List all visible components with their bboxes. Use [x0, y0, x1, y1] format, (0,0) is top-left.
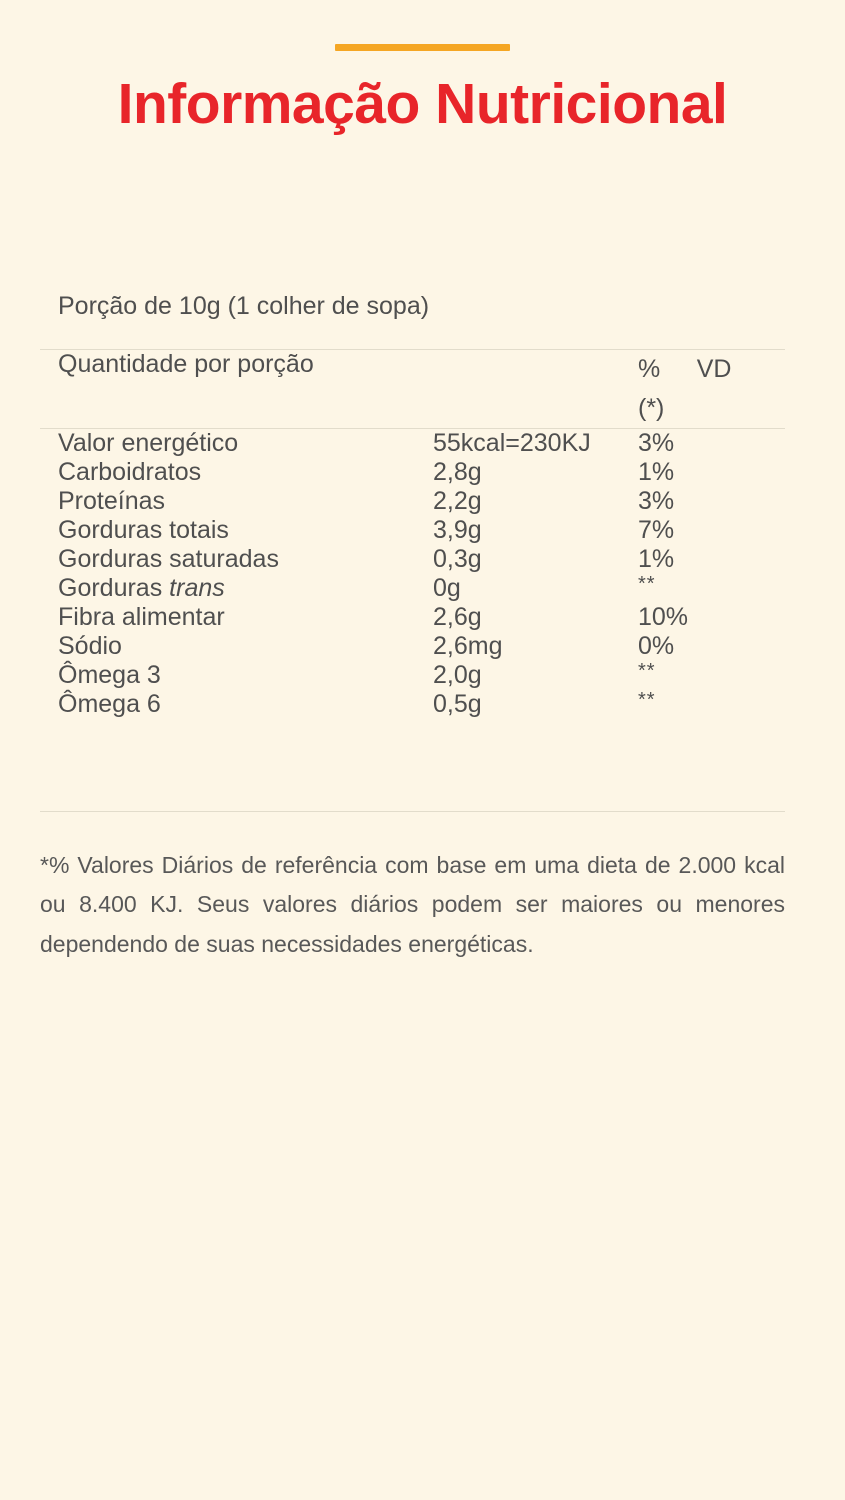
row-label: Gorduras totais — [58, 515, 229, 544]
row-value: 55kcal=230KJ — [433, 428, 591, 457]
row-daily-value-stars: ** — [638, 659, 656, 682]
row-daily-value: 1% — [638, 544, 675, 573]
footnote — [40, 812, 785, 965]
footnote-text: *% Valores Diários de referência com base em uma dieta de 2.000 kcal ou 8.400 KJ. Seus valores diários podem ser maiores ou menores dependendo de suas necessidades energéticas. — [40, 851, 785, 957]
header-quantity-label: Quantidade por porção — [58, 350, 314, 379]
table-bottom-spacer — [40, 719, 785, 811]
table-row — [40, 632, 803, 661]
table-row — [40, 545, 803, 574]
row-label: Ômega 6 — [58, 689, 161, 718]
row-daily-value: 10% — [638, 602, 689, 631]
header-daily-value-label — [638, 350, 803, 428]
row-daily-value: 0% — [638, 631, 675, 660]
row-value: 2,8g — [433, 457, 482, 486]
row-label-text: Gorduras — [58, 573, 170, 602]
table-row — [40, 516, 803, 545]
row-daily-value — [638, 661, 803, 690]
table-row — [40, 661, 803, 690]
table-row — [40, 429, 803, 458]
row-value: 2,2g — [433, 486, 482, 515]
row-label-italic: trans — [169, 573, 225, 602]
row-daily-value: 3% — [638, 486, 675, 515]
row-value: 0,5g — [433, 689, 482, 718]
table-row — [40, 574, 803, 603]
row-label — [40, 574, 433, 603]
row-daily-value-stars: ** — [638, 688, 656, 711]
nutrition-table-block — [40, 285, 785, 812]
row-value: 3,9g — [433, 515, 482, 544]
row-daily-value-stars: ** — [638, 572, 656, 595]
header-value-label — [433, 350, 638, 428]
row-value: 2,0g — [433, 660, 482, 689]
nutrition-rows-table — [40, 429, 803, 719]
table-header-row — [40, 350, 803, 428]
table-row — [40, 690, 803, 719]
header-vd-asterisk: (*) — [638, 394, 665, 423]
row-label: Fibra alimentar — [58, 602, 225, 631]
row-label: Proteínas — [58, 486, 166, 515]
row-daily-value — [638, 690, 803, 719]
page-title: Informação Nutricional — [117, 72, 728, 136]
row-value: 0g — [433, 573, 461, 602]
row-label: Valor energético — [58, 428, 239, 457]
table-row — [40, 487, 803, 516]
row-value: 2,6g — [433, 602, 482, 631]
accent-bar — [335, 44, 510, 51]
row-label: Ômega 3 — [58, 660, 161, 689]
row-daily-value — [638, 574, 803, 603]
portion-size-text: Porção de 10g (1 colher de sopa) — [58, 291, 430, 320]
row-value: 2,6mg — [433, 631, 503, 660]
nutrition-table — [40, 350, 803, 428]
page-header — [0, 0, 845, 135]
table-row — [40, 603, 803, 632]
table-row — [40, 458, 803, 487]
header-percent-symbol: % — [638, 355, 661, 384]
row-label: Sódio — [58, 631, 122, 660]
row-label: Gorduras saturadas — [58, 544, 279, 573]
row-daily-value: 3% — [638, 428, 675, 457]
row-daily-value: 7% — [638, 515, 675, 544]
header-vd-abbr: VD — [696, 355, 732, 384]
row-daily-value: 1% — [638, 457, 675, 486]
row-value: 0,3g — [433, 544, 482, 573]
row-label: Carboidratos — [58, 457, 202, 486]
